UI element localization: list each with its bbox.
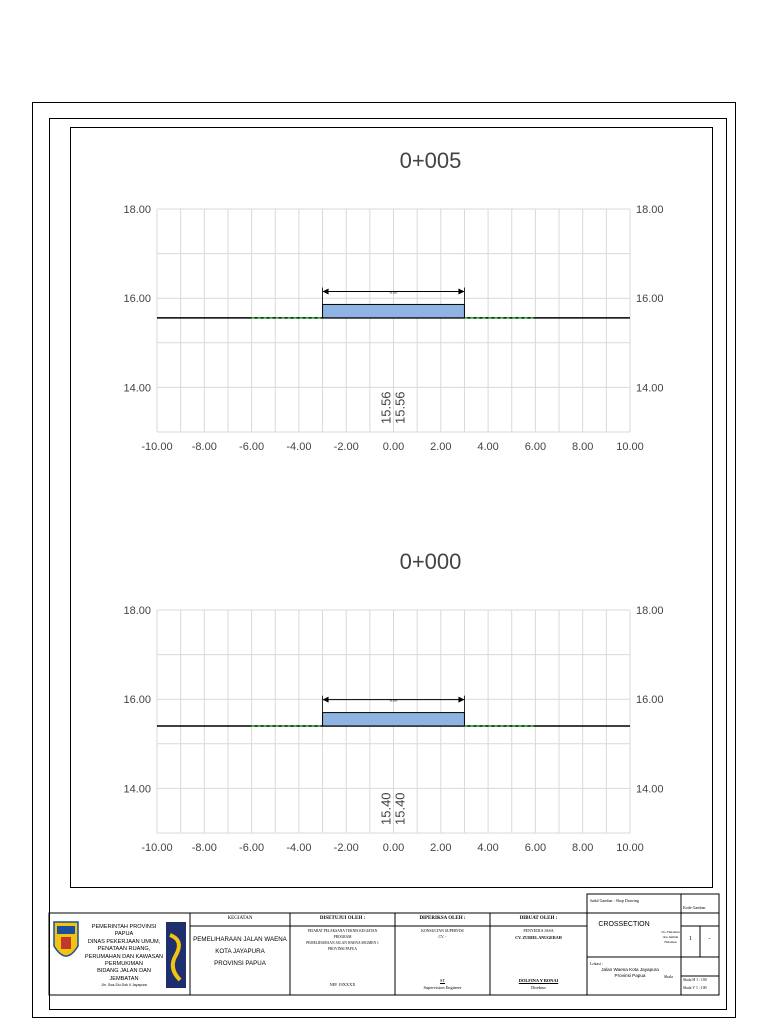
- x-tick-label: -4.00: [286, 441, 312, 453]
- agency-address: Jln. Soa-Siu Dok II Jayapura: [101, 983, 147, 988]
- agency-line: BIDANG JALAN DAN JEMBATAN: [97, 968, 151, 982]
- x-tick-label: 2.00: [430, 441, 452, 453]
- halaman-value: 1: [689, 936, 692, 942]
- disetujui-block: [290, 928, 395, 952]
- y-tick-label-left: 14.00: [123, 783, 151, 796]
- x-tick-label: 6.00: [524, 842, 547, 854]
- kegiatan-line: KOTA JAYAPURA: [215, 948, 265, 955]
- dibuat-header: DIBUAT OLEH :: [519, 916, 558, 921]
- x-tick-label: -10.00: [141, 441, 173, 453]
- x-tick-label: 0.00: [382, 441, 405, 453]
- kegiatan-header: KEGIATAN: [227, 916, 253, 921]
- elevation-label: 15.40: [378, 792, 394, 825]
- x-tick-label: -8.00: [191, 441, 217, 453]
- agency-line: PENATAAN RUANG,: [97, 946, 151, 953]
- skala-label: Skala: [664, 974, 673, 979]
- x-tick-label: -6.00: [239, 842, 265, 854]
- skala-horizontal: Skala H 1 : 100: [683, 978, 707, 982]
- disetujui-line: PEJABAT PELAKSANA TEKNIS KEGIATAN: [307, 929, 378, 933]
- y-tick-label-left: 16.00: [123, 694, 151, 707]
- x-tick-label: 8.00: [571, 842, 594, 854]
- public-works-logo: [166, 922, 186, 988]
- dibuat-name: DOLFINA Y BONAI: [518, 978, 559, 983]
- diperiksa-line: CV. -: [438, 935, 447, 939]
- drawing-title: CROSSECTION: [598, 921, 650, 928]
- x-tick-label: 6.00: [524, 441, 547, 453]
- lokasi-block: [590, 967, 670, 979]
- y-tick-label-right: 16.00: [636, 293, 664, 306]
- y-tick-label-right: 14.00: [636, 382, 664, 395]
- x-tick-label: 0.00: [382, 842, 405, 854]
- dimension-label: 6.00: [389, 697, 398, 703]
- x-tick-label: 4.00: [477, 842, 499, 854]
- dibuat-block: [490, 928, 587, 941]
- lokasi-label: Lokasi :: [590, 961, 603, 966]
- papua-province-logo: [54, 922, 78, 956]
- disetujui-header: DISETUJUI OLEH :: [319, 916, 366, 921]
- diperiksa-header: DIPERIKSA OLEH :: [419, 916, 466, 921]
- lokasi-line: Provinsi Papua: [614, 973, 646, 978]
- x-tick-label: 4.00: [477, 441, 499, 453]
- y-tick-label-left: 18.00: [123, 605, 151, 617]
- x-tick-label: -2.00: [333, 842, 359, 854]
- elevation-label: 15.40: [392, 792, 408, 825]
- x-tick-label: -6.00: [239, 441, 265, 453]
- chart-title: 0+005: [399, 148, 462, 173]
- diperiksa-role: Supervision Engineer: [423, 985, 462, 990]
- agency-line: PEMERINTAH PROVINSI PAPUA: [91, 924, 157, 938]
- x-tick-label: -4.00: [286, 842, 312, 854]
- x-tick-label: 2.00: [430, 842, 452, 854]
- chart-title: 0+000: [399, 549, 462, 574]
- y-tick-label-right: 18.00: [636, 605, 664, 617]
- disetujui-line: PEMELIHARAAN JALAN WAENA SEGMEN 1: [306, 941, 379, 945]
- x-tick-label: 10.00: [616, 842, 644, 854]
- skala-vertical: Skala V 1 : 100: [683, 986, 707, 990]
- agency-line: PERMUKIMAN: [105, 961, 143, 968]
- y-tick-label-left: 14.00: [123, 382, 151, 395]
- disetujui-line: PROVINSI PAPUA: [328, 947, 357, 951]
- x-tick-label: -2.00: [333, 441, 359, 453]
- kegiatan-block: [190, 934, 290, 970]
- diperiksa-name: ST: [439, 978, 446, 983]
- elevation-label: 15.56: [392, 391, 408, 424]
- halaman-total: -: [708, 936, 711, 942]
- lokasi-line: Jalan Waena Kota Jayapura: [601, 967, 659, 972]
- kegiatan-line: PROVINSI PAPUA: [214, 960, 266, 967]
- dibuat-role: Direktur: [531, 985, 546, 990]
- diperiksa-line: KONSULTAN SUPERVISI: [421, 929, 464, 933]
- halaman-label: No. Halaman dan Jumlah Halaman: [661, 930, 680, 944]
- agency-name-block: [82, 924, 166, 988]
- dibuat-line: PENYEDIA JASA: [523, 928, 554, 933]
- dibuat-line: CV. ZURIEL ANUGERAH: [515, 934, 562, 940]
- diperiksa-block: [395, 928, 490, 940]
- dimension-label: 6.00: [389, 289, 398, 295]
- kode-gambar-label: Kode Gambar: [683, 905, 706, 910]
- x-tick-label: -8.00: [191, 842, 217, 854]
- y-tick-label-right: 14.00: [636, 783, 664, 796]
- disetujui-nip: NIP. 19XXXX: [329, 982, 356, 987]
- x-tick-label: 10.00: [616, 441, 644, 453]
- x-tick-label: 8.00: [571, 441, 594, 453]
- x-tick-label: -10.00: [141, 842, 173, 854]
- y-tick-label-right: 16.00: [636, 694, 664, 707]
- judul-gambar-label: Judul Gambar : Shop Drawing: [590, 898, 639, 903]
- elevation-label: 15.56: [378, 391, 394, 424]
- agency-line: PERUMAHAN DAN KAWASAN: [84, 953, 164, 960]
- kegiatan-line: PEMELIHARAAN JALAN WAENA: [193, 936, 287, 943]
- y-tick-label-right: 18.00: [636, 204, 664, 216]
- y-tick-label-left: 18.00: [123, 204, 151, 216]
- disetujui-line: PROGRAM: [333, 935, 352, 939]
- y-tick-label-left: 16.00: [123, 293, 151, 306]
- agency-line: DINAS PEKERJAAN UMUM,: [87, 938, 161, 945]
